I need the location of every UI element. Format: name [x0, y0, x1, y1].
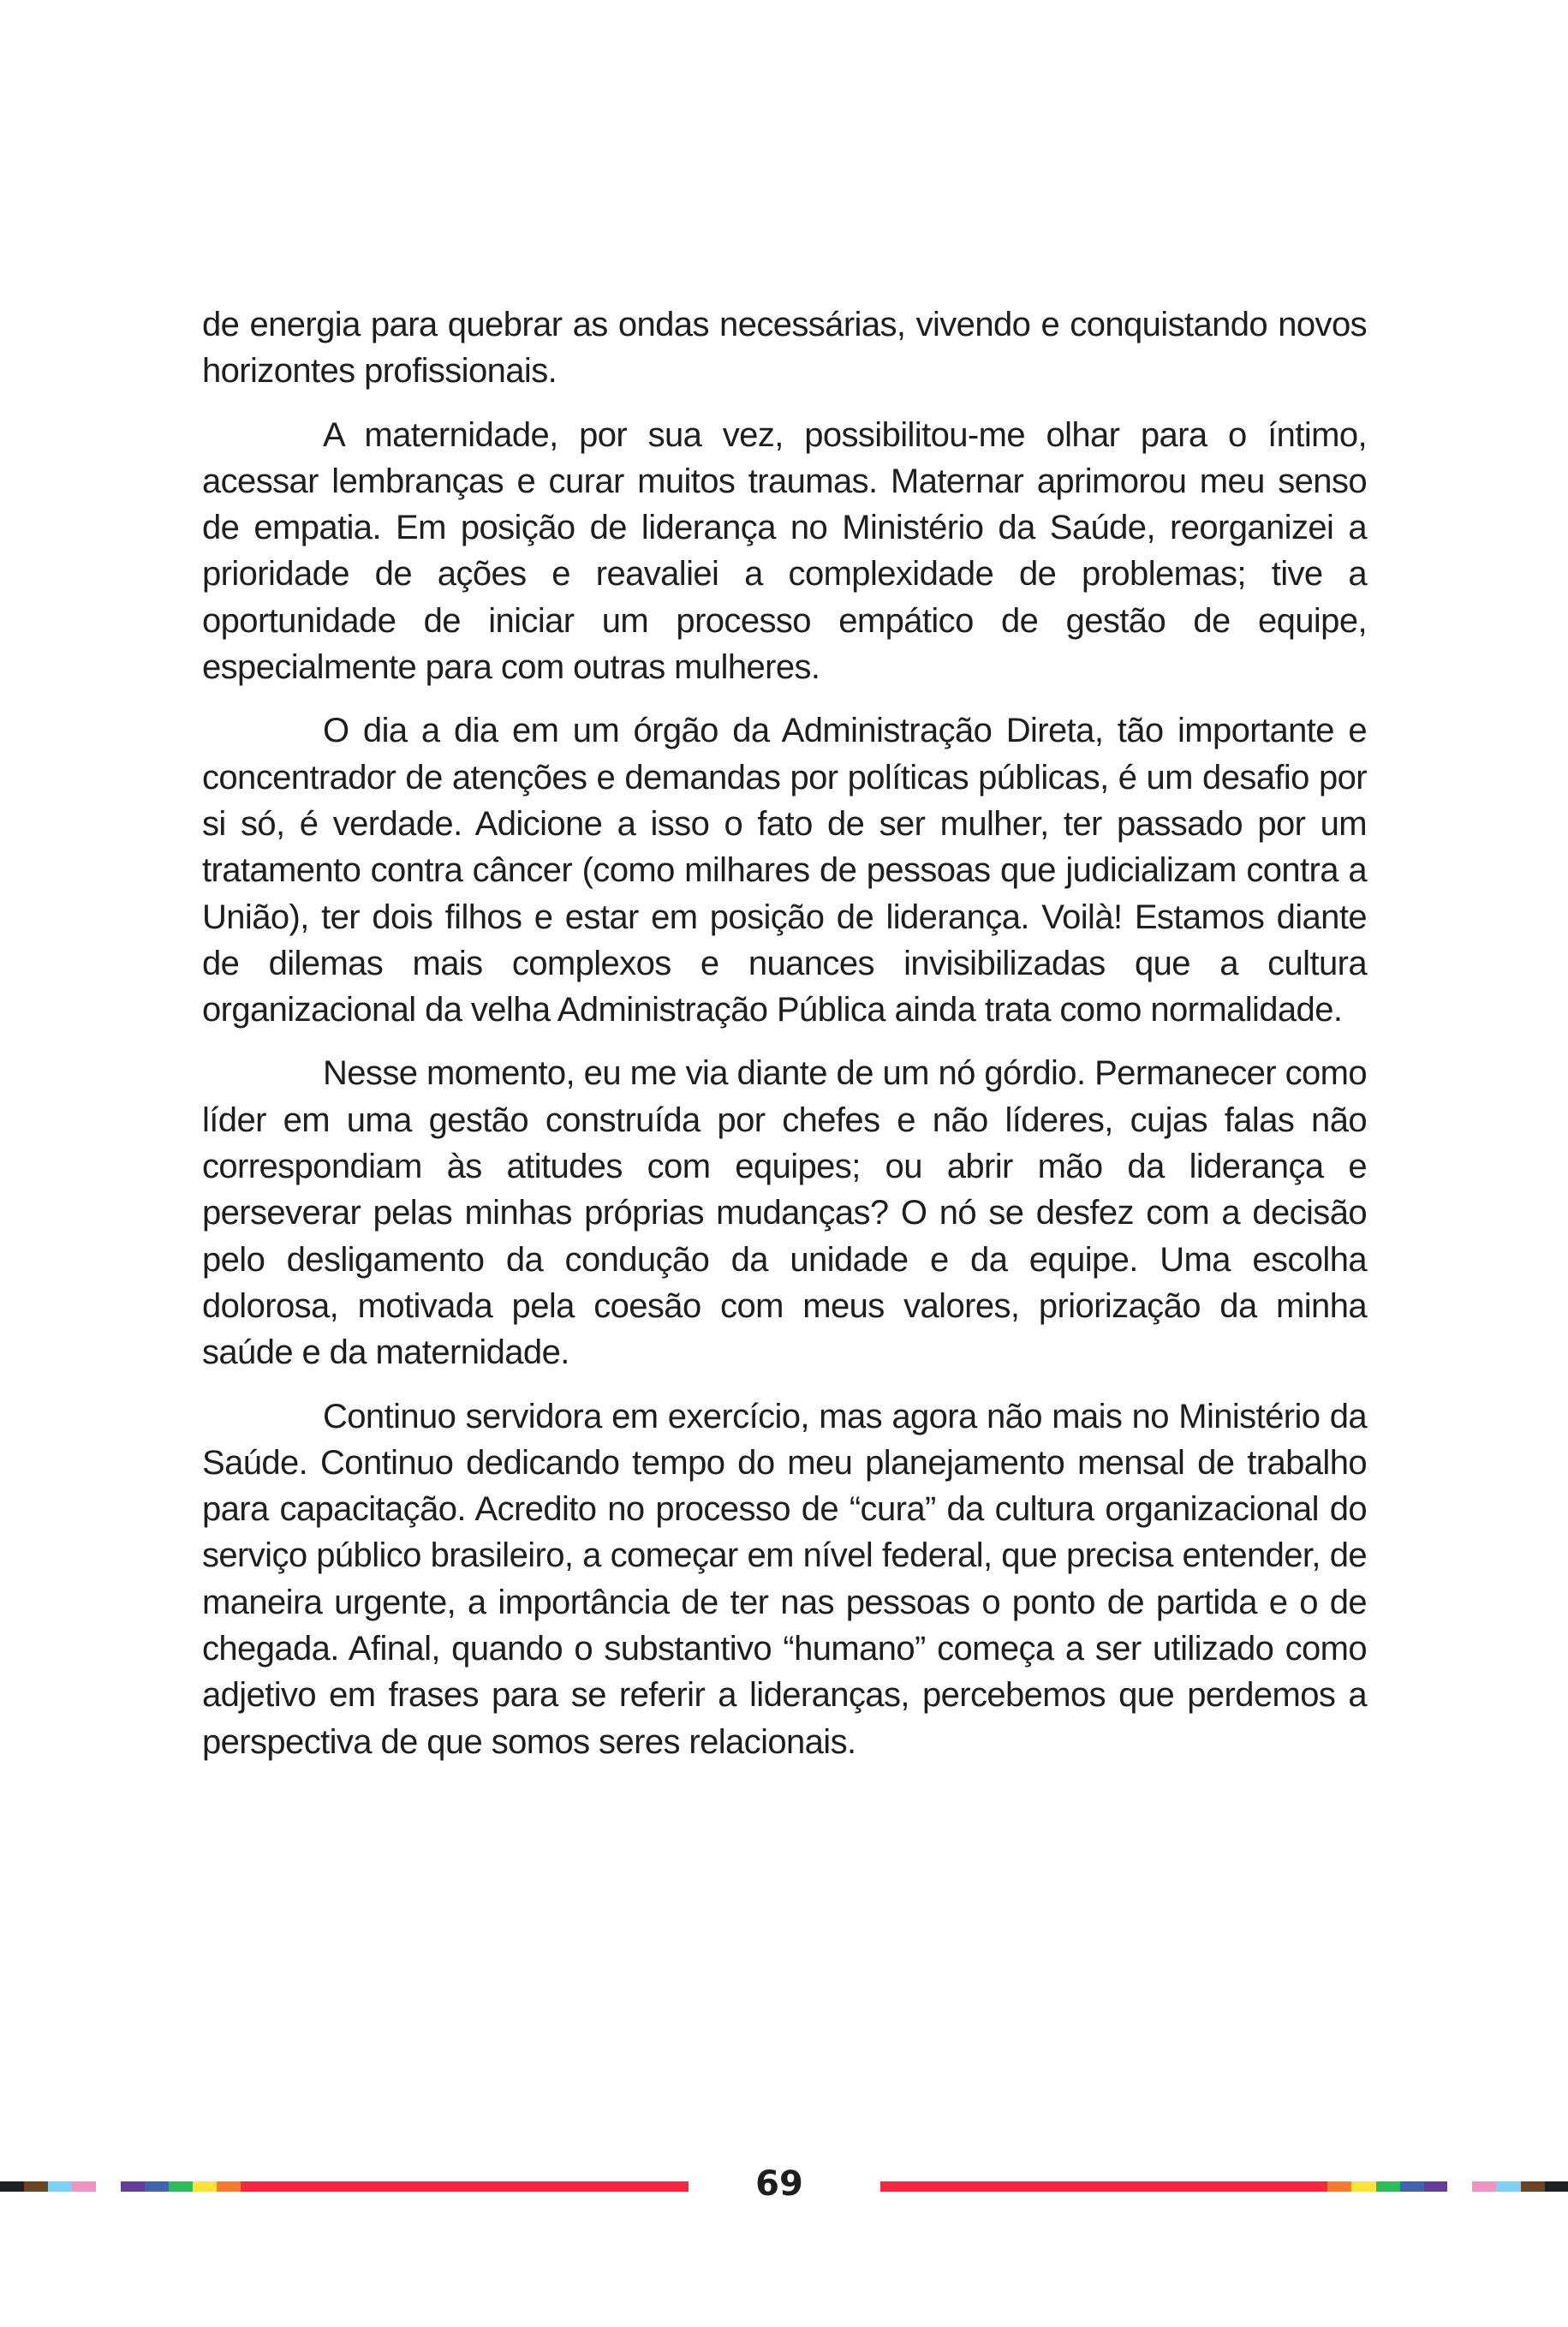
stripe-orange-left: [217, 2181, 241, 2192]
paragraph: O dia a dia em um órgão da Administração Direta, tão importante e concentrador de atenções e demandas por políticas públicas, é um desafio por si só, é verdade. Adicione a isso o fato de ser mulher, ter passado por um tratamento contra câncer (como milhares de pessoas que judicializam contra a União), ter dois filhos e estar em posição de liderança. Voilà! Estamos diante de dilemas mais complexos e nuances invisibilizadas que a cultura organizacional da velha Administração Pública ainda trata como normalidade.: [202, 712, 1367, 1029]
page-number: 69: [755, 2164, 803, 2204]
stripe-purple-right: [1424, 2181, 1447, 2192]
stripe-pink-left: [72, 2181, 96, 2192]
stripe-light-blue-left: [48, 2181, 72, 2192]
paragraph: A maternidade, por sua vez, possibilitou-me olhar para o íntimo, acessar lembranças e curar muitos traumas. Maternar aprimorou meu senso de empatia. Em posição de liderança no Ministério da Saúde, reorganizei a prioridade de ações e reavaliei a complexidade de problemas; tive a oportunidade de iniciar um processo empático de gestão de equipe, especialmente para com outras mulheres.: [202, 415, 1367, 687]
paragraph: de energia para quebrar as ondas necessárias, vivendo e conquistando novos horizontes profissionais.: [202, 306, 1367, 391]
stripe-pink-right: [1472, 2181, 1496, 2192]
stripe-yellow-left: [193, 2181, 217, 2192]
stripe-brown-left: [24, 2181, 48, 2192]
stripe-green-right: [1376, 2181, 1400, 2192]
stripe-yellow-right: [1351, 2181, 1376, 2192]
stripe-orange-right: [1327, 2181, 1351, 2192]
paragraph: Nesse momento, eu me via diante de um nó górdio. Permanecer como líder em uma gestão construída por chefes e não líderes, cujas falas não correspondiam às atitudes com equipes; ou abrir mão da liderança e perseverar pelas minhas próprias mudanças? O nó se desfez com a decisão pelo desligamento da condução da unidade e da equipe. Uma escolha dolorosa, motivada pela coesão com meus valores, priorização da minha saúde e da maternidade.: [202, 1054, 1367, 1372]
stripe-red-left: [241, 2181, 689, 2192]
stripe-red-right: [880, 2181, 1327, 2192]
stripe-black-right: [1545, 2181, 1568, 2192]
paragraph: Continuo servidora em exercício, mas agora não mais no Ministério da Saúde. Continuo dedicando tempo do meu planejamento mensal de trabalho para capacitação. Acredito no processo de “cura” da cultura organizacional do serviço público brasileiro, a começar em nível federal, que precisa entender, de maneira urgente, a importância de ter nas pessoas o ponto de partida e o de chegada. Afinal, quando o substantivo “humano” começa a ser utilizado como adjetivo em frases para se referir a lideranças, percebemos que perdemos a perspectiva de que somos seres relacionais.: [202, 1397, 1367, 1761]
stripe-blue-left: [145, 2181, 169, 2192]
stripe-green-left: [169, 2181, 193, 2192]
stripe-light-blue-right: [1496, 2181, 1521, 2192]
stripe-purple-left: [121, 2181, 145, 2192]
body-text: [202, 301, 1367, 1782]
page-footer: [0, 2158, 1568, 2210]
stripe-black-left: [0, 2181, 24, 2192]
stripe-brown-right: [1521, 2181, 1545, 2192]
stripe-blue-right: [1400, 2181, 1424, 2192]
